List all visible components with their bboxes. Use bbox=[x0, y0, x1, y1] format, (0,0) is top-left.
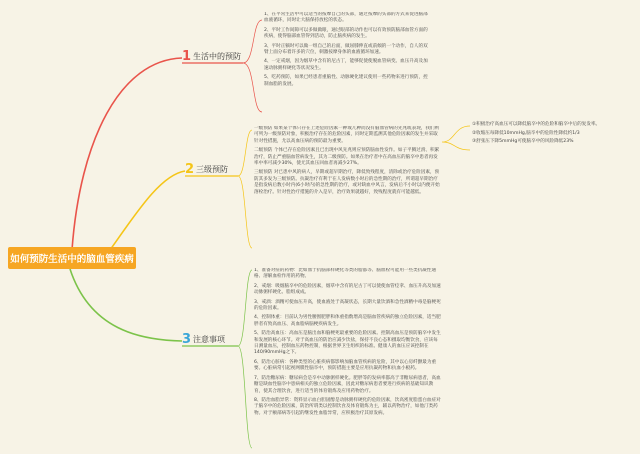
branch-3-curve bbox=[70, 269, 182, 341]
list-item: 1、准备对症的药物：比如血于抗脑部样硬化等类的脂都等、脑血栓可能用一些类抗凝性通格、溶解血栓作用的药物。 bbox=[254, 268, 437, 280]
paragraph: 一级预防 如果某个体只存在上述危险因素一种或几种而没有脑血管病的先兆或表现，我们则可列为一级预防对象，积极治疗存在的危险因素，同时定期监测其他危险因素的发生并采取针对性措施，尤以高血压病的预防最为重要。 bbox=[254, 126, 440, 144]
precaution-items bbox=[254, 268, 442, 452]
three-level-notes bbox=[472, 121, 622, 147]
branch-life-prevention[interactable] bbox=[182, 49, 241, 64]
branch-number: 2 bbox=[185, 162, 195, 177]
list-item: 7、防治糖尿病：糖尿病会是卒中动脉粥样硬化。肥胖等的发病率都高于非糖尿病患者，高血糖是缺血性脑卒中患病相关的独立危险因素，因此对糖尿病患者要进行疾病的基础知识教育，使其合理饮食，进行适当的体育锻炼及应用药物治疗。 bbox=[254, 375, 441, 394]
list-item: 2、戒烟：吸烟脑卒中的危险因素，烟草中含有的尼古丁可以使使血管痉挛、血压升高及加速动脉粥样硬化、脂组成成。 bbox=[254, 283, 441, 296]
life-prevention-items bbox=[264, 12, 432, 116]
branch-label: 生活中的预防 bbox=[193, 52, 242, 61]
list-item: 5、防治高血压：高血压是脑出血和脑梗死最重要的危险因素。控制高血压是预防脑卒中发生和发展的核心环节。对于高血压的防治应减少饮盐，保持不良心态和摄取均衡饮食，应该每日测量血压，控制血压药物控制，根据世界卫生组织的标准。健康人的血压应该控制在140/90mmHg之下。 bbox=[254, 331, 441, 356]
list-item: 8、防治血脂异常：资料显示血白胆固醇是动脉粥样硬化的危险因素，饮高密度脂蛋白血症对于脑卒中的危险因素，防治所谓类以控制饮食及体育锻炼为主，辅以药物治疗，如他汀类药物。对于额部病等引起的继发性血脂异常，应积极治疗其原发病。 bbox=[254, 397, 441, 416]
branch-1-bracket bbox=[243, 20, 262, 112]
paragraph: 二级预防 个体已存在危险因素且已出现中风先兆则应预防脑血性发作。如子平腾过滑、积累治疗，防止严重脑血管病发生，其为二级预防。如果在治疗者中在高血压的脑卒中患者再发率中率可减少30%，使尤其血压回血者再减少27%。 bbox=[254, 148, 440, 167]
branch-three-level-prevention[interactable] bbox=[185, 162, 228, 177]
list-item: 3、平时正躺时可以做一组自己的后面，做屈膝伸直或前倾的一个动作，自人的双臂上面分布着许多的穴位，刺激按摩身体的血液循环加速。 bbox=[264, 43, 428, 56]
root-topic[interactable]: 如何预防生活中的脑血管疾病 bbox=[8, 247, 136, 269]
list-item: 6、防治心脏病：各种类型的心脏疾病都影响加脑血管疾病的危险，其中以心房纤颤最为重要。心脏病常引起视网膜性脑卒中，预防措施主要是应用抗凝药物和抗血小板药。 bbox=[254, 359, 437, 372]
branch-2-curve bbox=[110, 171, 185, 250]
branch-3-bracket bbox=[238, 270, 252, 448]
note-item: ①积极治疗高血压可以降低脑卒中的危险和脑卒中后的复发率。 bbox=[472, 122, 601, 127]
list-item: 1、在平常生活中可以适当的按摩自己的头部，通过按摩的头部的方式来促进脑部血液循环，同时让大脑保持放松的状态。 bbox=[264, 12, 428, 24]
list-item: 5、吃药预防，如果已经患者重脑性、动脉硬化建议使用一些药物来进行预防，控制血脂的发展。 bbox=[264, 75, 428, 87]
branch-1-curve bbox=[72, 58, 182, 250]
branch-2-bracket bbox=[238, 130, 252, 248]
branch-2-notes-bracket bbox=[442, 126, 470, 150]
list-item: 3、戒酒：酒精可使血压升高，使血液处于高凝状态，长期大量饮酒和急性酒精中毒是脑梗死的危险因素。 bbox=[254, 299, 441, 312]
list-item: 2、平时工作间隙可以多做做眼，通过眼部的动作也可以有效预防脑部血管方面的疾病，使得脑部血管得到活动，防止脑疾病的发生。 bbox=[264, 27, 428, 40]
list-item: 4、一定戒烟，因为烟草中含有的尼古丁，能够促使使脱血管病变。血压升高及加速动脉粥样硬化等状况发生。 bbox=[264, 59, 428, 71]
branch-number: 1 bbox=[182, 49, 192, 64]
branch-label: 注意事项 bbox=[193, 335, 226, 344]
branch-label: 三级预防 bbox=[196, 165, 229, 174]
list-item: 4、控制体重：目前认为男性腰围肥胖和体重指数增高是脑血管疾病的独立危险因素，适当肥胖者有致高血压、高血脂病脑梗疾病发生。 bbox=[254, 315, 441, 327]
note-item: ③舒张压下降5mmHg可使脑卒中的风险降低23% bbox=[472, 139, 574, 145]
note-item: ②收缩压每降低10mmHg,脑卒中的危险性降低约1/3 bbox=[472, 130, 580, 136]
three-level-paragraphs bbox=[254, 126, 440, 252]
branch-precautions[interactable] bbox=[182, 332, 225, 347]
branch-number: 3 bbox=[182, 332, 192, 347]
paragraph: 三级预防 对已患中风的病人，早期或超早期治疗，降低致残程度，清除或治疗危险因素，预防其多发为三级预防。抗凝治疗有利于在人发病数小时后的急性期的治疗，所谓超早期治疗是指发病后数小时内(6小时内)的急性期的治疗，或对缺血中风言，发病后不小时以内便开始溶栓治疗。针对性治疗措施的介入是早，治疗效果就越好，致残程度就有可能越低。 bbox=[254, 170, 440, 195]
